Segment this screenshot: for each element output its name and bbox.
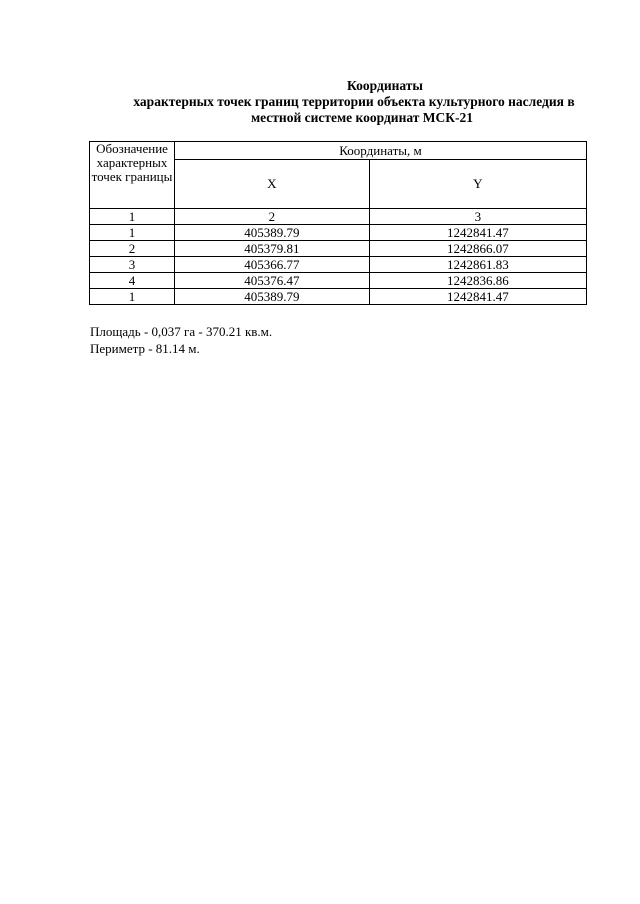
- table-row: [90, 273, 587, 289]
- numbering-cell: 1: [90, 209, 175, 225]
- header-coordinates: Координаты, м: [175, 142, 587, 160]
- x-cell: 405389.79: [175, 289, 370, 305]
- x-cell: 405379.81: [175, 241, 370, 257]
- point-cell: 1: [90, 289, 175, 305]
- table-row: [90, 289, 587, 305]
- y-cell: 1242866.07: [369, 241, 586, 257]
- point-cell: 3: [90, 257, 175, 273]
- coordinates-table: [89, 141, 587, 305]
- title-line-3: местной системе координат МСК-21: [250, 110, 474, 125]
- table-row: [90, 257, 587, 273]
- title-line-2: характерных точек границ территории объекта культурного наследия в: [133, 94, 575, 109]
- y-cell: 1242861.83: [369, 257, 586, 273]
- x-cell: 405389.79: [175, 225, 370, 241]
- numbering-cell: 3: [369, 209, 586, 225]
- x-cell: 405366.77: [175, 257, 370, 273]
- table-row: [90, 225, 587, 241]
- x-cell: 405376.47: [175, 273, 370, 289]
- table-row: [90, 241, 587, 257]
- document-title: [90, 78, 590, 126]
- point-cell: 1: [90, 225, 175, 241]
- header-x: X: [175, 160, 370, 209]
- numbering-cell: 2: [175, 209, 370, 225]
- title-line-1: Координаты: [347, 78, 423, 93]
- point-cell: 2: [90, 241, 175, 257]
- header-y: Y: [369, 160, 586, 209]
- y-cell: 1242836.86: [369, 273, 586, 289]
- y-cell: 1242841.47: [369, 289, 586, 305]
- perimeter-text: Периметр - 81.14 м.: [90, 341, 200, 356]
- numbering-row: [90, 209, 587, 225]
- point-cell: 4: [90, 273, 175, 289]
- summary-block: [90, 323, 272, 357]
- y-cell: 1242841.47: [369, 225, 586, 241]
- header-designation: Обозначение характерных точек границы: [90, 142, 175, 209]
- table-header-row: [90, 142, 587, 160]
- area-text: Площадь - 0,037 га - 370.21 кв.м.: [90, 324, 273, 339]
